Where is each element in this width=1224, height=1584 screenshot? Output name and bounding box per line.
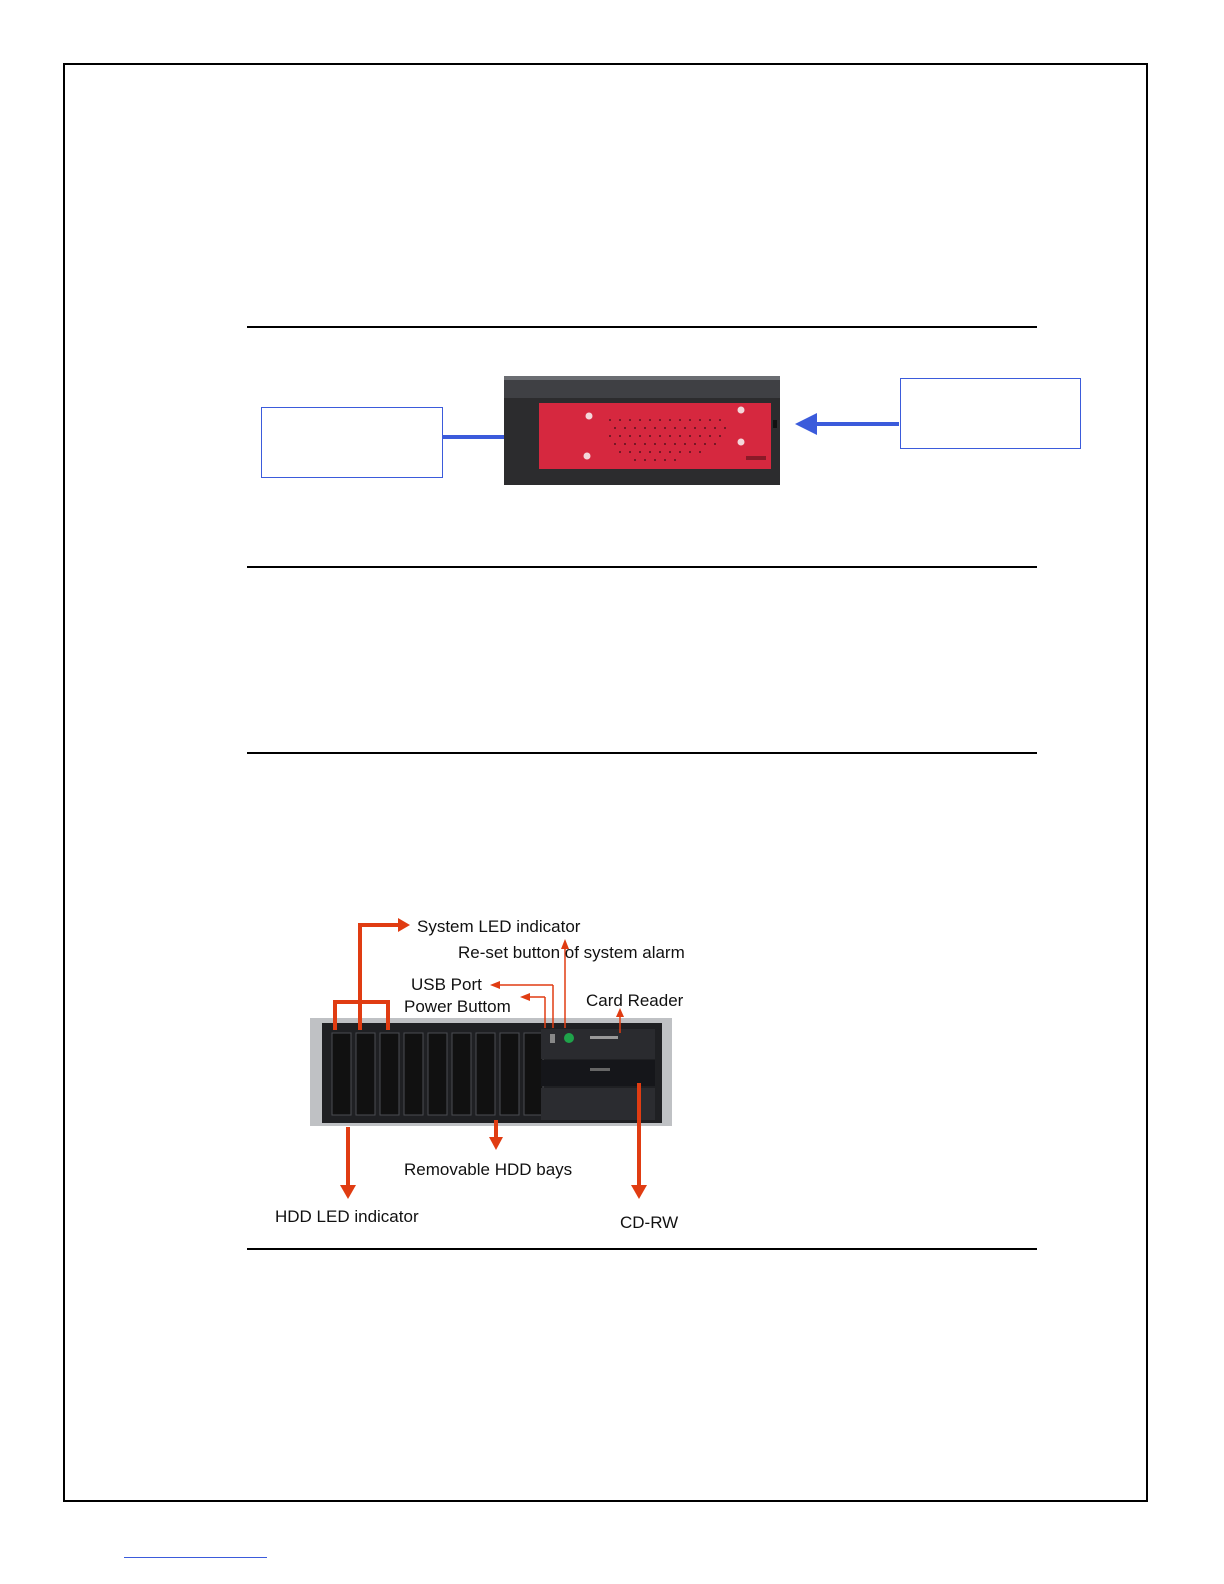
label-removable-hdd: Removable HDD bays xyxy=(404,1160,573,1179)
footer-link-underline xyxy=(124,1557,267,1558)
bezel-photo-figure xyxy=(440,370,910,495)
label-hdd-led: HDD LED indicator xyxy=(275,1207,419,1226)
front-panel-diagram xyxy=(260,905,720,1235)
label-power-button: Power Buttom xyxy=(404,997,511,1016)
section-divider-2 xyxy=(247,566,1037,568)
label-usb-port: USB Port xyxy=(411,975,482,994)
left-callout-box xyxy=(261,407,443,478)
label-card-reader: Card Reader xyxy=(586,991,684,1010)
section-divider-1 xyxy=(247,326,1037,328)
right-callout-box xyxy=(900,378,1081,449)
system-led-arrow xyxy=(333,918,410,1030)
section-divider-3 xyxy=(247,752,1037,754)
label-system-led: System LED indicator xyxy=(417,917,581,936)
page-border xyxy=(63,63,1148,1502)
label-reset-button: Re-set button of system alarm xyxy=(458,943,685,962)
server-front-panel-photo xyxy=(310,1018,672,1126)
section-divider-4 xyxy=(247,1248,1037,1250)
hdd-led-arrow xyxy=(340,1127,356,1199)
server-chassis-photo xyxy=(504,376,780,485)
right-callout-arrow xyxy=(795,413,899,435)
label-cd-rw: CD-RW xyxy=(620,1213,679,1232)
